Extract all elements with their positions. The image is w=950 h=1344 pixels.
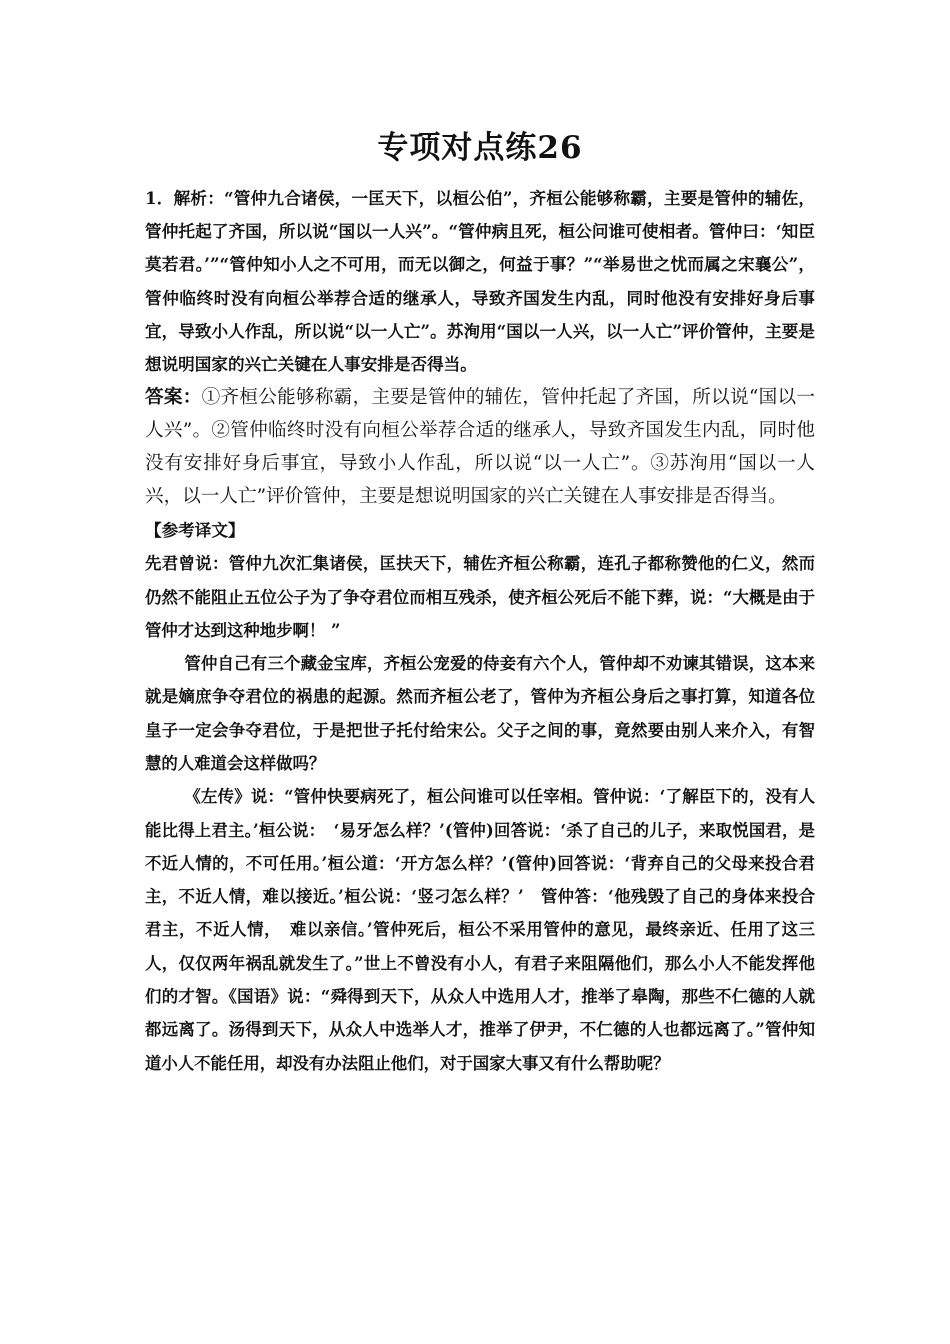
answer-label: 答案： [145,387,202,409]
analysis-paragraph [145,182,815,381]
answer-text: ①齐桓公能够称霸，主要是管仲的辅佐，管仲托起了齐国，所以说“国以一人兴”。②管仲临终时没有向桓公举荐合适的继承人，导致齐国发生内乱，同时他没有安排好身后事宜，导致小人作乱，所以说“以一人亡”。③苏洵用“国以一人兴，以一人亡”评价管仲，主要是想说明国家的兴亡关键在人事安排是否得当。 [145,387,815,508]
analysis-label: 1．解析： [145,188,225,208]
page-title: 专项对点练26 [377,130,583,166]
translation-paragraph-2: 管仲自己有三个藏金宝库，齐桓公宠爱的侍妾有六个人，管仲却不劝谏其错误，这本来就是嫡庶争夺君位的祸患的起源。然而齐桓公老了，管仲为齐桓公身后之事打算，知道各位皇子一定会争夺君位，于是把世子托付给宋公。父子之间的事，竟然要由别人来介入，有智慧的人难道会这样做吗？ [145,654,815,773]
translation-paragraph-3: 《左传》说：“管仲快要病死了，桓公问谁可以任宰相。管仲说：‘了解臣下的，没有人能比得上君主。’桓公说： ‘易牙怎么样？’(管仲)回答说：‘杀了自己的儿子，来取悦国君，是不近人情的，不可任用。’桓公道：‘开方怎么样？’(管仲)回答说：‘背弃自己的父母来投合君主，不近人情，难以接近。’桓公说：‘竖刁怎么样？’ 管仲答：‘他残毁了自己的身体来投合君主，不近人情， 难以亲信。’管仲死后，桓公不采用管仲的意见，最终亲近、任用了这三人，仅仅两年祸乱就发生了。”世上不曾没有小人，有君子来阻隔他们，那么小人不能发挥他们的才智。《国语》说：“舜得到天下，从众人中选用人才，推举了皋陶，那些不仁德的人就都远离了。汤得到天下，从众人中选举人才，推举了伊尹，不仁德的人也都远离了。”管仲知道小人不能任用，却没有办法阻止他们，对于国家大事又有什么帮助呢？ [145,787,815,1073]
translation-paragraph-1: 先君曾说：管仲九次汇集诸侯，匡扶天下，辅佐齐桓公称霸，连孔子都称赞他的仁义，然而仍然不能阻止五位公子为了争夺君位而相互残杀，使齐桓公死后不能下葬，说：“大概是由于管仲才达到这种地步啊！ ” [145,554,815,640]
reference-translation-heading: 【参考译文】 [145,520,245,541]
document-page [145,0,815,1080]
answer-paragraph [145,381,815,513]
analysis-text: “管仲九合诸侯，一匡天下，以桓公伯”，齐桓公能够称霸，主要是管仲的辅佐，管仲托起了齐国，所以说“国以一人兴”。“管仲病且死，桓公问谁可使相者。管仲曰：‘知臣莫若君。’”“管仲知小人之不可用，而无以御之，何益于事？”“举易世之忧而属之宋襄公”，管仲临终时没有向桓公举荐合适的继承人，导致齐国发生内乱，同时他没有安排好身后事宜，导致小人作乱，所以说“以一人亡”。苏洵用“国以一人兴，以一人亡”评价管仲，主要是想说明国家的兴亡关键在人事安排是否得当。 [145,188,816,375]
